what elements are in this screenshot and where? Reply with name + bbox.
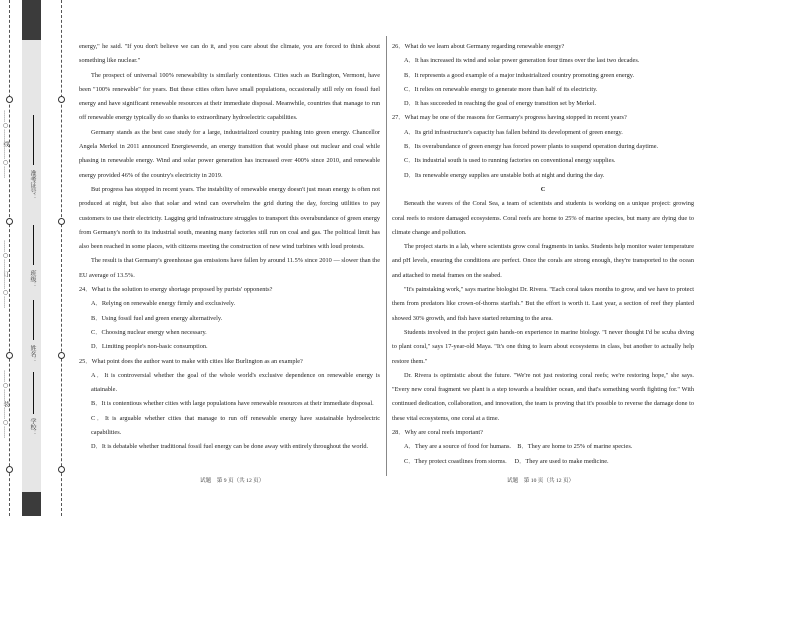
- question-stem: 25．What point does the author want to make with cities like Burlington as an example?: [79, 357, 303, 365]
- answer-option: C．Choosing nuclear energy when necessary.: [91, 328, 207, 336]
- question-stem: 24．What is the solution to energy shortage proposed by purists' opponents?: [79, 286, 273, 294]
- school-underline: [33, 372, 34, 414]
- binding-circle-icon: [6, 352, 13, 359]
- answer-option: A．It is controversial whether the goal of the whole world's exclusive dependence on renewable energy is attainable.: [91, 371, 380, 394]
- exam-number-underline: [33, 115, 34, 165]
- page-footer-left: 试题 第 9 页（共 12 页）: [200, 478, 265, 484]
- answer-option: A．They are a source of food for humans. B．They are home to 25% of marine species.: [404, 443, 633, 451]
- name-label: 姓名：: [29, 345, 36, 363]
- passage-paragraph: Dr. Rivera is optimistic about the future. "We're not just restoring coral reefs; we're restoring hope," she says. "Every new coral fragment we plant is a step towards a healthier ocean, and that's something worth fighting for." With continued dedication, collaboration, and innovation, the team is proving that it's possible to reverse the damage done to these vital ecosystems, one coral at a time.: [392, 371, 694, 422]
- answer-option: A．Its grid infrastructure's capacity has fallen behind its development of green energy.: [404, 128, 623, 136]
- name-underline: [33, 300, 34, 340]
- answer-option: D．It is debatable whether traditional fossil fuel energy can be done away with entirely throughout the world.: [91, 443, 369, 451]
- answer-option: B．It represents a good example of a major industrialized country promoting green energy.: [404, 71, 635, 79]
- binding-circle-icon: [58, 96, 65, 103]
- binding-strip-top-block: [22, 0, 41, 40]
- binding-circle-icon: [6, 96, 13, 103]
- question-stem: 28．Why are coral reefs important?: [392, 429, 483, 437]
- answer-option: C．It is arguable whether cities that manage to run off renewable energy have sustainable hydroelectric capabilities.: [91, 414, 380, 437]
- passage-paragraph: But progress has stopped in recent years. The instability of renewable energy doesn't just mean energy is often not produced at night, but also that solar and wind can overwhelm the grid during the day, forcing utilities to pay customers to use their electricity. Lagging grid infrastructure struggles to transport this overabundance of green energy from Germany's north to its industrial south, meaning many factories still run on coal and gas. The political limit has also been reached in some places, with citizens meeting the construction of new wind turbines with loud protests.: [79, 185, 380, 251]
- class-underline: [33, 225, 34, 265]
- passage-paragraph: The result is that Germany's greenhouse gas emissions have fallen by around 11.5% since 2010 — slower than the EU average of 13.5%.: [79, 257, 380, 279]
- binding-circle-icon: [58, 352, 65, 359]
- section-heading: C: [540, 185, 546, 193]
- exam-number-label: 准考证号：: [29, 170, 36, 200]
- binding-circle-icon: [6, 218, 13, 225]
- question-stem: 27．What may be one of the reasons for Germany's progress having stopped in recent years?: [392, 114, 627, 122]
- binding-mark-seal: ……○……订……○……: [2, 240, 9, 308]
- passage-paragraph: "It's painstaking work," says marine biologist Dr. Rivera. "Each coral takes months to grow, and we have to protect them from predators like crown-of-thorns starfish." But the effort is worth it. Last year, a section of reef they planted showed 30% growth, and fish have started returning to the area.: [392, 286, 694, 322]
- answer-option: D．Limiting people's non-basic consumption.: [91, 343, 208, 351]
- binding-circle-icon: [6, 466, 13, 473]
- left-column: [79, 40, 380, 455]
- binding-circle-icon: [58, 466, 65, 473]
- binding-mark-bind: ……○……装……○……: [2, 370, 9, 438]
- answer-option: B．Its overabundance of green energy has forced power plants to suspend operation during daytime.: [404, 143, 659, 151]
- class-label: 班级：: [29, 270, 36, 288]
- question-stem: 26．What do we learn about Germany regarding renewable energy?: [392, 43, 565, 50]
- answer-option: B．Using fossil fuel and green energy alternatively.: [91, 314, 223, 322]
- binding-strip-bottom-block: [22, 492, 41, 516]
- binding-circle-icon: [58, 218, 65, 225]
- school-label: 学校：: [29, 418, 36, 436]
- dashed-binding-line-inner: [61, 0, 62, 516]
- passage-paragraph: Beneath the waves of the Coral Sea, a team of scientists and students is working on a unique project: growing coral reefs to restore damaged ecosystems. Coral reefs are home to 25% of marine species, but many are dying due to climate change and pollution.: [392, 200, 694, 236]
- page-footer-right: 试题 第 10 页（共 12 页）: [507, 478, 575, 484]
- binding-mark-line: ……○……线……○……: [2, 110, 9, 178]
- answer-option: B．It is contentious whether cities with large populations have renewable resources at their immediate disposal.: [91, 400, 374, 408]
- passage-paragraph: The prospect of universal 100% renewability is similarly contentious. Cities such as Burlington, Vermont, have been "100% renewable" for years. But these cities often have small populations, occasionally still rely on fossil fuel energy and have significant renewable resources at their immediate disposal. Meanwhile, countries that manage to run off renewable energy typically do so thanks to extraordinary hydroelectric capabilities.: [79, 71, 380, 122]
- passage-paragraph: The project starts in a lab, where scientists grow coral fragments in tanks. Students help monitor water temperature and pH levels, ensuring the conditions are perfect. Once the corals are strong enough, they're transported to the ocean and attached to metal frames on the seabed.: [392, 243, 694, 279]
- passage-paragraph: Germany stands as the best case study for a large, industrialized country pushing into green energy. Chancellor Angela Merkel in 2011 announced Energiewende, an energy transition that would phase out nuclear and coal while phasing in renewable energy. Wind and solar power generation has increased over 400% since 2010, and renewable energy provided 46% of the country's electricity in 2019.: [79, 128, 380, 179]
- answer-option: C．Its industrial south is used to running factories on conventional energy supplies.: [404, 157, 616, 165]
- answer-option: C．They protect coastlines from storms. D．They are used to make medicine.: [404, 457, 609, 465]
- answer-option: D．It has succeeded in reaching the goal of energy transition set by Merkel.: [404, 100, 597, 108]
- passage-paragraph: Students involved in the project gain hands-on experience in marine biology. "I never thought I'd be scuba diving to plant coral," says 17-year-old Maya. "It's one thing to learn about ecosystems in class, but another to actually help restore them.": [392, 328, 694, 365]
- passage-paragraph: energy," he said. "If you don't believe we can do it, and you care about the climate, you are forced to think about something like nuclear.": [79, 43, 380, 65]
- column-divider: [386, 36, 387, 476]
- answer-option: A．Relying on renewable energy firmly and exclusively.: [91, 300, 236, 308]
- answer-option: A．It has increased its wind and solar power generation four times over the last two decades.: [404, 57, 640, 65]
- right-column: [392, 40, 694, 469]
- answer-option: C．It relies on renewable energy to generate more than half of its electricity.: [404, 85, 598, 93]
- answer-option: D．Its renewable energy supplies are unstable both at night and during the day.: [404, 171, 605, 179]
